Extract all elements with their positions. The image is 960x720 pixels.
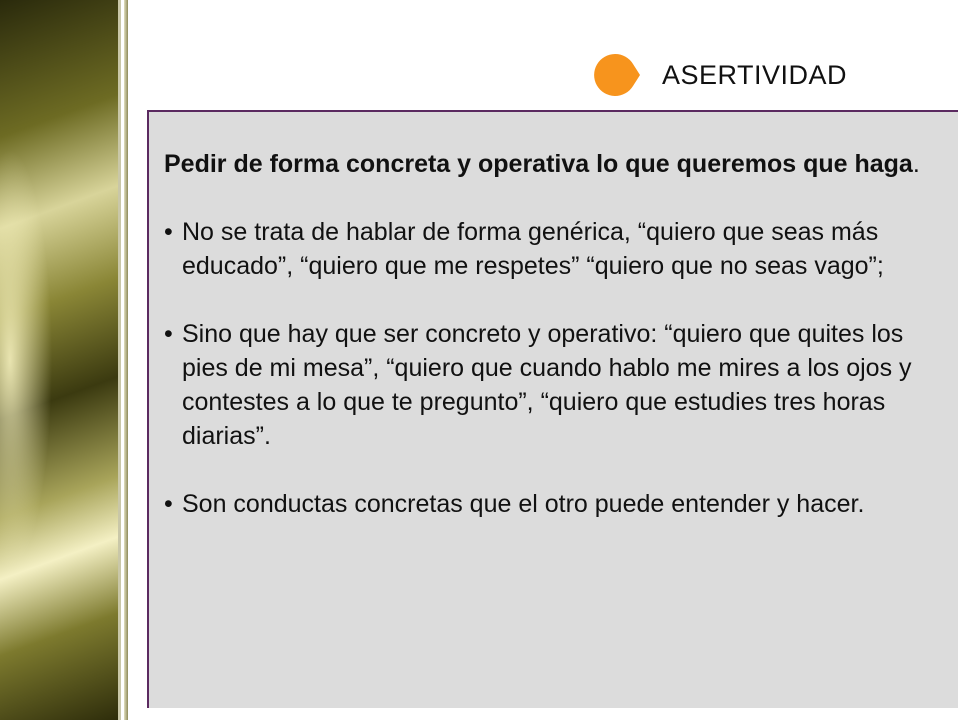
list-item-text: No se trata de hablar de forma genérica, “quiero que seas más educado”, “quiero que me respetes” “quiero que no seas vago”; [182,218,884,280]
list-item [164,215,954,283]
bullet-icon: • [164,490,173,518]
list-item [164,487,954,521]
heading-period: . [912,150,920,178]
orange-circle-pointer-icon [594,54,636,96]
list-item [164,317,954,453]
list-item-text: Sino que hay que ser concreto y operativo: “quiero que quites los pies de mi mesa”, “quiero que cuando hablo me mires a los ojos y contestes a lo que te pregunto”, “quiero que estudies tres horas diarias”. [182,320,912,450]
page-title: ASERTIVIDAD [662,59,848,90]
bullet-icon: • [164,320,173,348]
title-row [594,52,847,98]
content-text [164,147,954,521]
heading-text: Pedir de forma concreta y operativa lo que queremos que haga [164,150,913,178]
content-heading [164,147,954,181]
bullet-icon: • [164,218,173,246]
content-box [147,110,958,708]
list-item-text: Son conductas concretas que el otro puede entender y hacer. [182,490,865,518]
decorative-side-band [0,0,118,720]
decorative-stripe [128,0,132,720]
